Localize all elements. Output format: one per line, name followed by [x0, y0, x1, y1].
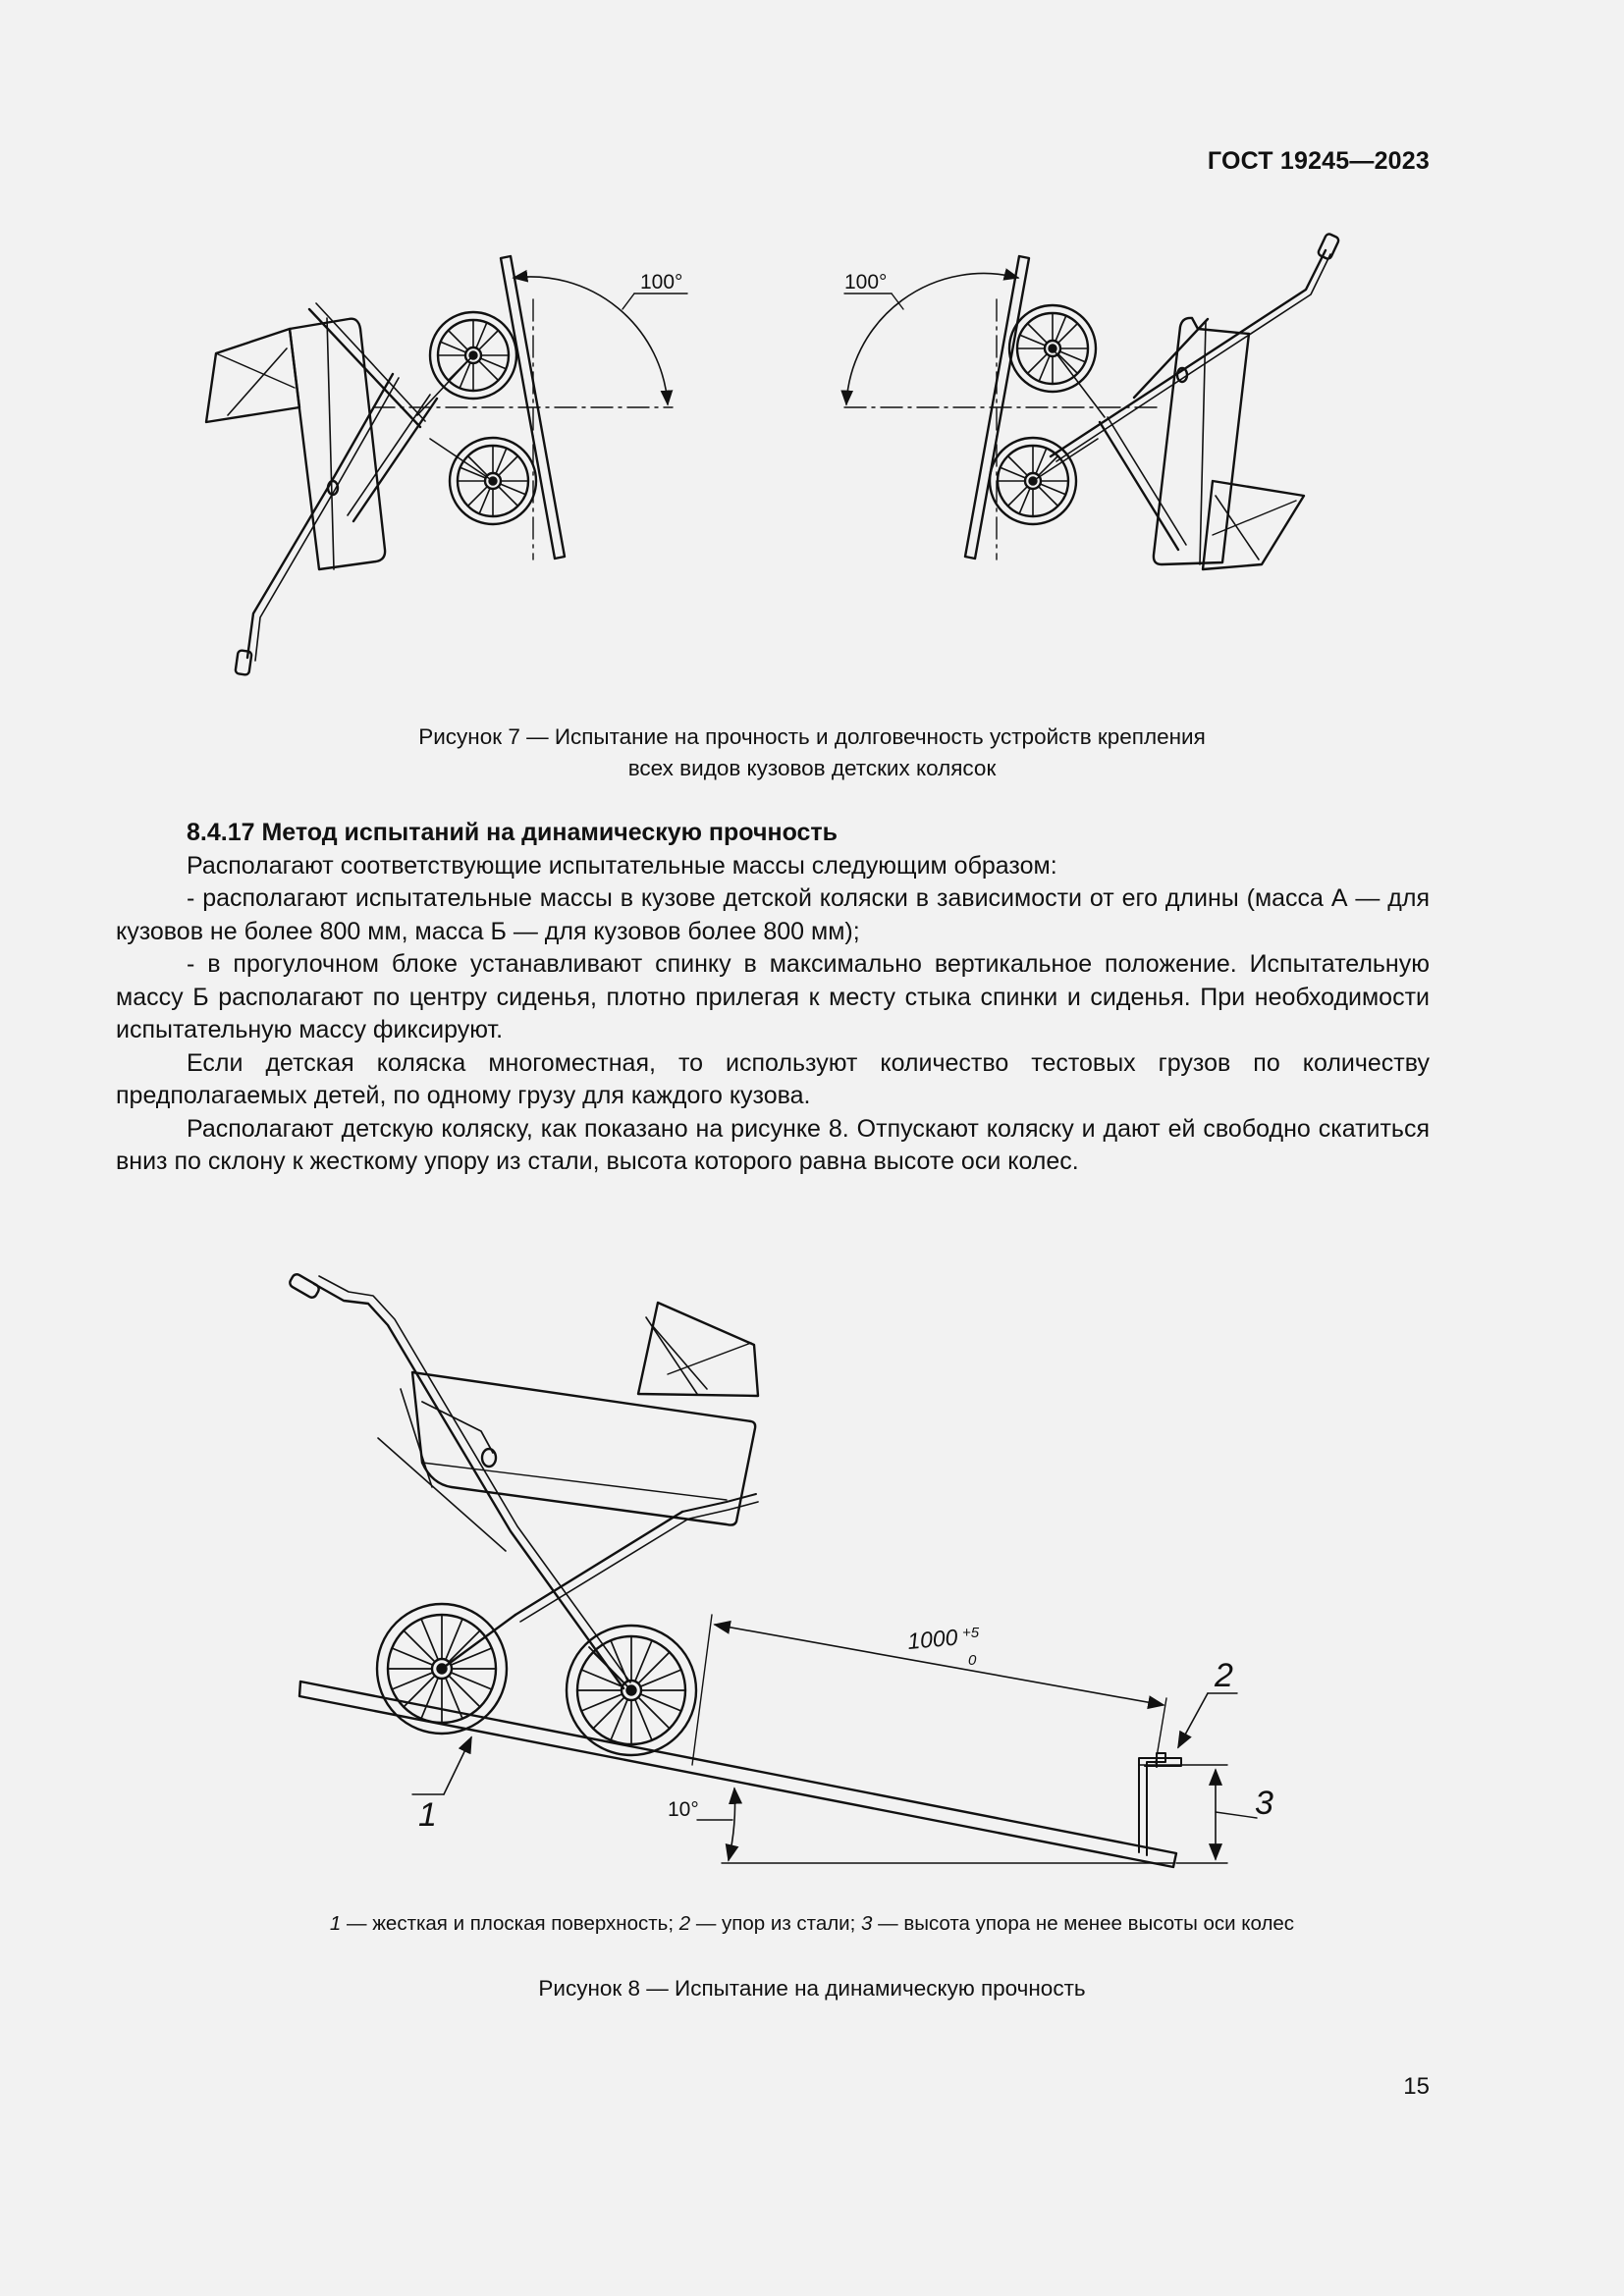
section-8-4-17 [116, 817, 1430, 1179]
legend-num-2: 2 [678, 1912, 691, 1935]
figure8-legend [0, 1912, 1624, 1936]
paragraph-2: - располагают испытательные массы в кузове детской коляски в зависимости от его длины (масса А — для кузовов не более 800 мм, масса Б — для кузовов более 800 мм); [116, 884, 1430, 945]
figure-8 [275, 1227, 1316, 1895]
figure7-caption-line1: Рисунок 7 — Испытание на прочность и долговечность устройств крепления [418, 724, 1206, 749]
standard-header: ГОСТ 19245—2023 [1207, 147, 1430, 175]
figure8-label-2: 2 [1215, 1657, 1233, 1694]
figure8-dimension-value: 1000 [906, 1624, 959, 1654]
section-heading: 8.4.17 Метод испытаний на динамическую прочность [187, 819, 839, 846]
figure8-caption: Рисунок 8 — Испытание на динамическую прочность [538, 1976, 1086, 2001]
paragraph-1: Располагают соответствующие испытательные массы следующим образом: [187, 851, 1057, 880]
figure8-label-1: 1 [418, 1796, 437, 1834]
legend-text-2: — упор из стали; [690, 1912, 862, 1935]
stroller-on-slope-drawing [289, 1272, 1257, 1867]
figure7-angle-right: 100° [844, 271, 888, 294]
figure7-caption-line2: всех видов кузовов детских колясок [627, 756, 997, 780]
figure8-tolerance-lower: 0 [968, 1652, 977, 1669]
figure8-label-3: 3 [1255, 1785, 1273, 1822]
figure8-angle: 10° [668, 1798, 699, 1821]
paragraph-4: Если детская коляска многоместная, то используют количество тестовых грузов по количеству предполагаемых детей, по одному грузу для каждого кузова. [116, 1048, 1430, 1109]
paragraph-3: - в прогулочном блоке устанавливают спинку в максимально вертикальное положение. Испытательную массу Б располагают по центру сиденья, плотно прилегая к месту стыка спинки и сиденья. При необходимости испытательную массу фиксируют. [116, 950, 1430, 1043]
stroller-right-drawing [844, 233, 1339, 569]
stroller-left-drawing [206, 256, 687, 675]
figure-7 [196, 221, 1375, 702]
paragraph-5: Располагают детскую коляску, как показано на рисунке 8. Отпускают коляску и дают ей свободно скатиться вниз по склону к жесткому упору из стали, высота которого равна высоте оси колес. [116, 1114, 1430, 1175]
legend-text-1: — жесткая и плоская поверхность; [341, 1912, 679, 1935]
legend-num-3: 3 [861, 1912, 873, 1935]
page-number: 15 [1403, 2073, 1430, 2100]
figure7-caption [0, 721, 1624, 784]
legend-num-1: 1 [329, 1912, 342, 1935]
figure8-tolerance-upper: +5 [962, 1625, 980, 1641]
legend-text-3: — высота упора не менее высоты оси колес [872, 1912, 1295, 1935]
figure7-angle-left: 100° [640, 271, 683, 294]
